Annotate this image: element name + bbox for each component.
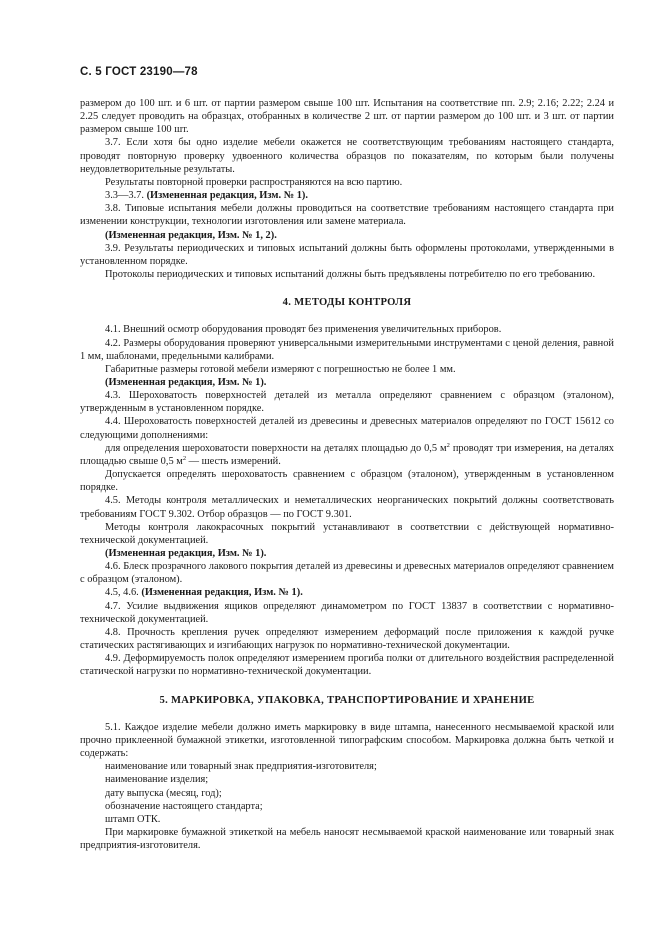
text-part: для определения шероховатости поверхности на деталях площадью до 0,5 м: [105, 442, 447, 454]
paragraph-4-2-dimensions: Габаритные размеры готовой мебели измеряют с погрешностью не более 1 мм.: [105, 363, 456, 375]
amendment-ref: 4.5, 4.6.: [105, 587, 139, 599]
paragraph-4-2: 4.2. Размеры оборудования проверяют универсальными измерительными инструментами с ценой деления, равной 1 мм, шаблонами, предельными калибрами.: [80, 337, 614, 362]
amendment-note-4-5: (Измененная редакция, Изм. № 1).: [105, 548, 267, 559]
paragraph-3-8: 3.8. Типовые испытания мебели должны проводиться на соответствие требованиям настоящего стандарта при изменении конструкции, технологии изготовления или замене материала.: [80, 203, 614, 228]
text-part: проводят три измерения, на деталях площадью свыше 0,5 м: [80, 442, 614, 467]
paragraph-4-4-measurements: [80, 442, 614, 468]
paragraph-5-1: 5.1. Каждое изделие мебели должно иметь маркировку в виде штампа, нанесенного несмываемой краской или прочно приклеенной бумажной этикетки, изготовленной типографским способом. Маркировка должна быть четкой и содержать:: [80, 721, 614, 760]
paragraph-4-9: 4.9. Деформируемость полок определяют измерением прогиба полки от длительного воздействия распределенной статической нагрузки по нормативно-технической документации.: [80, 653, 614, 678]
amendment-text: (Измененная редакция, Изм. № 1).: [141, 587, 303, 599]
paragraph-4-4: 4.4. Шероховатость поверхностей деталей из древесины и древесных материалов определяют по ГОСТ 15612 со следующими дополнениями:: [80, 416, 614, 441]
amendment-text: (Измененная редакция, Изм. № 1).: [146, 190, 308, 202]
amendment-note-4-2: (Измененная редакция, Изм. № 1).: [105, 376, 267, 388]
amendment-ref: 3.3—3.7.: [105, 190, 144, 202]
list-item: дату выпуска (месяц, год);: [105, 787, 222, 799]
paragraph-4-1: 4.1. Внешний осмотр оборудования проводят без применения увеличительных приборов.: [105, 324, 502, 336]
paragraph-3-6-continuation: размером до 100 шт. и 6 шт. от партии размером свыше 100 шт. Испытания на соответствие пп. 2.9; 2.16; 2.22; 2.24 и 2.25 следует проводить на образцах, отобранных в количестве 2 шт. от партии размером до 100 шт. и 3 шт. от партии размером свыше 100 шт.: [80, 98, 614, 136]
paragraph-5-1-label: При маркировке бумажной этикеткой на мебель наносят несмываемой краской наименование или товарный знак предприятия-изготовителя.: [80, 826, 614, 852]
paragraph-4-3: 4.3. Шероховатость поверхностей деталей из металла определяют сравнением с образцом (эталоном), утвержденным в установленном порядке.: [80, 390, 614, 415]
amendment-note-4-5-4-6: [80, 586, 614, 599]
list-item: наименование или товарный знак предприятия-изготовителя;: [105, 761, 377, 773]
paragraph-4-5-paint: Методы контроля лакокрасочных покрытий устанавливают в соответствии с действующей нормативно-технической документацией.: [80, 521, 614, 546]
paragraph-4-6: 4.6. Блеск прозрачного лакового покрытия деталей из древесины и древесных материалов определяют сравнением с образцом (эталоном).: [80, 561, 614, 586]
paragraph-3-9: 3.9. Результаты периодических и типовых испытаний должны быть оформлены протоколами, утвержденными в установленном порядке.: [80, 242, 614, 267]
paragraph-3-7-results: Результаты повторной проверки распространяются на всю партию.: [105, 176, 403, 188]
paragraph-4-4-allowed: Допускается определять шероховатость сравнением с образцом (эталоном), утвержденным в установленном порядке.: [80, 469, 614, 494]
document-body: [80, 97, 614, 852]
page-header: С. 5 ГОСТ 23190—78: [80, 66, 198, 78]
superscript: 2: [446, 441, 450, 449]
paragraph-3-7: 3.7. Если хотя бы одно изделие мебели окажется не соответствующим требованиям настоящего стандарта, проводят повторную проверку удвоенного количества образцов по показателям, по которым были получены неудовлетворительные результаты.: [80, 137, 614, 175]
paragraph-4-7: 4.7. Усилие выдвижения ящиков определяют динамометром по ГОСТ 13837 в соответствии с нормативно-технической документацией.: [80, 600, 614, 625]
section-heading-4: 4. МЕТОДЫ КОНТРОЛЯ: [282, 297, 412, 309]
amendment-note-3-8: (Измененная редакция, Изм. № 1, 2).: [105, 229, 277, 241]
amendment-note-3-3-3-7: [80, 189, 614, 202]
text-part: — шесть измерений.: [186, 455, 281, 467]
paragraph-4-8: 4.8. Прочность крепления ручек определяют измерением деформаций после приложения к каждой ручке статических растягивающих и изгибающих нагрузок по нормативно-технической документации.: [80, 626, 614, 652]
paragraph-3-9-protocols: Протоколы периодических и типовых испытаний должны быть предъявлены потребителю по его требованию.: [105, 269, 596, 281]
section-heading-5: 5. МАРКИРОВКА, УПАКОВКА, ТРАНСПОРТИРОВАНИЕ И ХРАНЕНИЕ: [159, 694, 535, 706]
paragraph-4-5: 4.5. Методы контроля металлических и неметаллических неорганических покрытий должны соответствовать требованиям ГОСТ 9.302. Отбор образцов — по ГОСТ 9.301.: [80, 495, 614, 520]
list-item: наименование изделия;: [105, 774, 209, 786]
superscript: 2: [182, 454, 187, 462]
list-item: штамп ОТК.: [105, 813, 161, 825]
list-item: обозначение настоящего стандарта;: [105, 800, 263, 812]
